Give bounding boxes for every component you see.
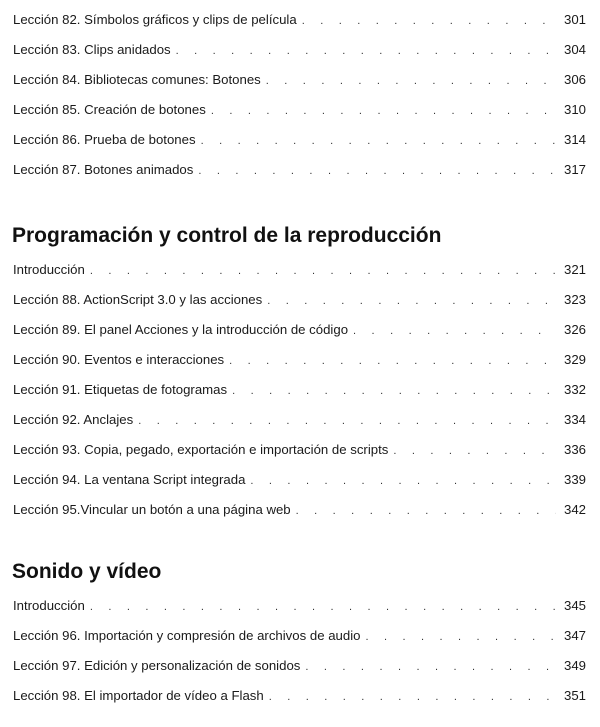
entry-title: Lección 84. Bibliotecas comunes: Botones — [13, 72, 261, 87]
dot-leader — [302, 11, 556, 31]
dot-leader — [201, 131, 556, 151]
toc-entry — [13, 160, 586, 180]
toc-entry — [13, 130, 586, 150]
entry-page-number: 345 — [563, 598, 586, 613]
section-heading: Sonido y vídeo — [12, 560, 162, 583]
toc-entry — [13, 410, 586, 430]
dot-leader — [353, 321, 556, 341]
entry-page-number: 347 — [563, 628, 586, 643]
toc-entry — [13, 500, 586, 520]
entry-page-number: 321 — [563, 262, 586, 277]
dot-leader — [232, 381, 556, 401]
dot-leader — [269, 687, 556, 707]
entry-title: Lección 98. El importador de vídeo a Flash — [13, 688, 264, 703]
entry-title: Lección 89. El panel Acciones y la introducción de código — [13, 322, 349, 337]
toc-entry — [13, 440, 586, 460]
section-heading: Programación y control de la reproducción — [12, 224, 442, 247]
dot-leader — [211, 101, 556, 121]
entry-page-number: 351 — [563, 688, 586, 703]
entry-page-number: 301 — [563, 12, 586, 27]
dot-leader — [250, 471, 556, 491]
toc-entry — [13, 686, 586, 706]
entry-page-number: 306 — [563, 72, 586, 87]
entry-title: Lección 85. Creación de botones — [13, 102, 206, 117]
entry-title: Lección 83. Clips anidados — [13, 42, 171, 57]
entry-page-number: 332 — [563, 382, 586, 397]
entry-page-number: 317 — [563, 162, 586, 177]
entry-title: Lección 88. ActionScript 3.0 y las acciones — [13, 292, 263, 307]
dot-leader — [266, 71, 556, 91]
entry-title: Introducción — [13, 598, 85, 613]
toc-entry — [13, 100, 586, 120]
entry-page-number: 304 — [563, 42, 586, 57]
dot-leader — [393, 441, 556, 461]
entry-page-number: 334 — [563, 412, 586, 427]
entry-page-number: 310 — [563, 102, 586, 117]
entry-title: Lección 93. Copia, pegado, exportación e importación de scripts — [13, 442, 389, 457]
entry-page-number: 326 — [563, 322, 586, 337]
toc-entry — [13, 626, 586, 646]
entry-title: Lección 86. Prueba de botones — [13, 132, 196, 147]
entry-title: Lección 97. Edición y personalización de sonidos — [13, 658, 301, 673]
toc-entry — [13, 40, 586, 60]
dot-leader — [176, 41, 556, 61]
dot-leader — [267, 291, 556, 311]
entry-page-number: 339 — [563, 472, 586, 487]
toc-entry — [13, 70, 586, 90]
toc-entry — [13, 260, 586, 280]
dot-leader — [305, 657, 556, 677]
dot-leader — [296, 501, 556, 521]
toc-entry — [13, 320, 586, 340]
dot-leader — [229, 351, 556, 371]
toc-entry — [13, 10, 586, 30]
entry-page-number: 336 — [563, 442, 586, 457]
entry-page-number: 349 — [563, 658, 586, 673]
entry-title: Lección 90. Eventos e interacciones — [13, 352, 225, 367]
entry-page-number: 329 — [563, 352, 586, 367]
entry-page-number: 314 — [563, 132, 586, 147]
dot-leader — [90, 597, 556, 617]
toc-entry — [13, 380, 586, 400]
toc-entry — [13, 656, 586, 676]
entry-title: Lección 94. La ventana Script integrada — [13, 472, 246, 487]
entry-title: Lección 87. Botones animados — [13, 162, 194, 177]
toc-entry — [13, 350, 586, 370]
entry-title: Lección 91. Etiquetas de fotogramas — [13, 382, 228, 397]
entry-title: Lección 95.Vincular un botón a una página web — [13, 502, 291, 517]
entry-title: Introducción — [13, 262, 85, 277]
toc-entry — [13, 596, 586, 616]
entry-title: Lección 92. Anclajes — [13, 412, 134, 427]
entry-page-number: 323 — [563, 292, 586, 307]
dot-leader — [198, 161, 556, 181]
dot-leader — [365, 627, 556, 647]
entry-title: Lección 82. Símbolos gráficos y clips de película — [13, 12, 297, 27]
entry-title: Lección 96. Importación y compresión de archivos de audio — [13, 628, 361, 643]
entry-page-number: 342 — [563, 502, 586, 517]
toc-entry — [13, 470, 586, 490]
dot-leader — [90, 261, 556, 281]
dot-leader — [138, 411, 556, 431]
toc-entry — [13, 290, 586, 310]
